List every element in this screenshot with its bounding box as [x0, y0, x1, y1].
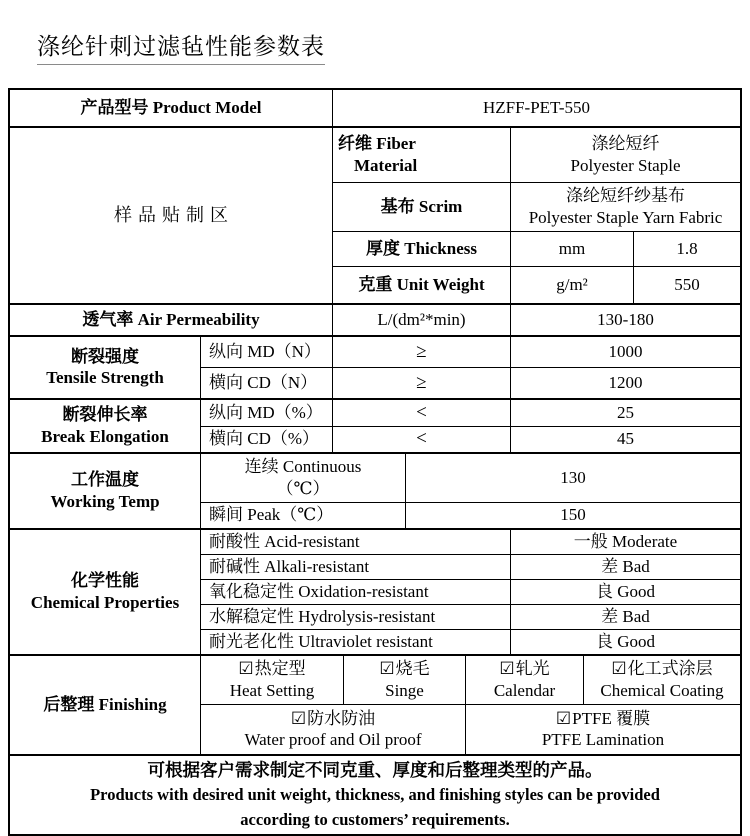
product-model-section — [10, 90, 740, 126]
finishing-option-line1 — [238, 658, 305, 680]
finishing-option-en: Heat Setting — [229, 680, 315, 700]
unit-weight-label: 克重 Unit Weight — [333, 267, 510, 303]
chemical-label-zh: 化学性能 — [71, 571, 139, 591]
finishing-option-line1 — [556, 708, 650, 730]
chemical-properties-header — [10, 530, 200, 654]
thickness-label: 厚度 Thickness — [333, 232, 510, 266]
chemical-row-property: 氧化稳定性 Oxidation-resistant — [201, 580, 510, 604]
chemical-row-rating: 差 Bad — [511, 555, 740, 579]
tensile-cd-condition: ≥ — [333, 368, 510, 398]
elongation-cd-direction: 横向 CD（%） — [201, 427, 332, 452]
elongation-md-value: 25 — [511, 400, 740, 426]
finishing-option-zh: 轧光 — [515, 659, 550, 679]
footer-section — [10, 756, 740, 834]
tensile-cd-value: 1200 — [511, 368, 740, 398]
footer-line-en1: Products with desired unit weight, thickness, and finishing styles can be provided — [90, 785, 660, 805]
tensile-md-value: 1000 — [511, 337, 740, 367]
finishing-option-heat-setting — [201, 656, 343, 704]
fiber-value-en: Polyester Staple — [570, 155, 681, 175]
finishing-option-zh: 化工式涂层 — [627, 659, 713, 679]
tensile-strength-label-zh: 断裂强度 — [71, 346, 139, 366]
working-temp-peak-label: 瞬间 Peak（℃） — [201, 503, 405, 528]
working-temp-header — [10, 454, 200, 528]
footer-line-en2: according to customers’ requirements. — [240, 809, 510, 829]
spec-table — [8, 88, 742, 836]
air-permeability-label: 透气率 Air Permeability — [10, 305, 332, 335]
finishing-option-ptfe — [466, 705, 740, 754]
finishing-option-en: Chemical Coating — [600, 680, 724, 700]
tensile-strength-header — [10, 337, 200, 398]
unit-weight-unit: g/m² — [511, 267, 633, 303]
finishing-option-zh: 热定型 — [254, 659, 306, 679]
continuous-label-line1: 连续 Continuous — [244, 457, 362, 477]
product-model-value: HZFF-PET-550 — [333, 90, 740, 126]
product-model-label: 产品型号 Product Model — [10, 90, 332, 126]
chemical-row-property: 耐碱性 Alkali-resistant — [201, 555, 510, 579]
scrim-value — [511, 183, 740, 231]
finishing-option-calendar — [466, 656, 583, 704]
unit-weight-value: 550 — [634, 267, 740, 303]
working-temp-peak-value: 150 — [406, 503, 740, 528]
thickness-value: 1.8 — [634, 232, 740, 266]
chemical-row-property: 水解稳定性 Hydrolysis-resistant — [201, 605, 510, 629]
scrim-value-en: Polyester Staple Yarn Fabric — [528, 207, 723, 227]
break-elongation-header — [10, 400, 200, 452]
checked-checkbox-icon: ☑ — [499, 659, 515, 679]
finishing-option-line1 — [499, 658, 549, 680]
fiber-value-zh: 涤纶短纤 — [591, 134, 660, 154]
chemical-row-rating: 良 Good — [511, 630, 740, 654]
chemical-row-property: 耐酸性 Acid-resistant — [201, 530, 510, 554]
finishing-option-en: Singe — [385, 680, 424, 700]
checked-checkbox-icon: ☑ — [611, 659, 627, 679]
chemical-row-property: 耐光老化性 Ultraviolet resistant — [201, 630, 510, 654]
checked-checkbox-icon: ☑ — [238, 659, 254, 679]
sample-area-section — [10, 128, 740, 303]
thickness-unit: mm — [511, 232, 633, 266]
fiber-label-line2: Material — [354, 155, 418, 175]
finishing-option-zh: 烧毛 — [395, 659, 430, 679]
working-temp-label-zh: 工作温度 — [71, 470, 139, 490]
fiber-label-line1: 纤维 Fiber — [338, 134, 416, 154]
working-temp-continuous-value: 130 — [406, 454, 740, 502]
working-temp-continuous-label — [201, 454, 405, 502]
chemical-row-rating: 良 Good — [511, 580, 740, 604]
fiber-label — [333, 128, 510, 182]
finishing-option-en: PTFE Lamination — [541, 730, 665, 750]
chemical-row-rating: 差 Bad — [511, 605, 740, 629]
finishing-option-zh: PTFE 覆膜 — [572, 708, 651, 728]
page-title: 涤纶针刺过滤毡性能参数表 — [37, 28, 325, 65]
working-temp-section — [10, 454, 740, 528]
footer-note — [10, 756, 740, 834]
tensile-md-direction: 纵向 MD（N） — [201, 337, 332, 367]
checked-checkbox-icon: ☑ — [379, 659, 395, 679]
finishing-option-line1 — [291, 708, 375, 730]
scrim-label: 基布 Scrim — [333, 183, 510, 231]
break-elongation-label-zh: 断裂伸长率 — [62, 405, 148, 425]
elongation-cd-value: 45 — [511, 427, 740, 452]
finishing-option-zh: 防水防油 — [307, 708, 376, 728]
finishing-header: 后整理 Finishing — [10, 656, 200, 754]
finishing-option-waterproof — [201, 705, 465, 754]
tensile-strength-section — [10, 337, 740, 398]
break-elongation-label-en: Break Elongation — [41, 426, 169, 446]
fiber-value — [511, 128, 740, 182]
break-elongation-section — [10, 400, 740, 452]
checked-checkbox-icon: ☑ — [290, 708, 307, 728]
checked-checkbox-icon: ☑ — [555, 708, 572, 728]
air-permeability-value: 130-180 — [511, 305, 740, 335]
title-bar — [0, 0, 750, 88]
continuous-label-line2: （℃） — [276, 478, 330, 498]
tensile-strength-label-en: Tensile Strength — [46, 368, 164, 388]
tensile-md-condition: ≥ — [333, 337, 510, 367]
working-temp-label-en: Working Temp — [50, 491, 160, 511]
finishing-option-line1 — [379, 658, 429, 680]
air-permeability-section — [10, 305, 740, 335]
finishing-option-en: Water proof and Oil proof — [244, 730, 422, 750]
chemical-properties-section — [10, 530, 740, 654]
sample-area-cell: 样品贴制区 — [10, 128, 332, 303]
air-permeability-unit: L/(dm²*min) — [333, 305, 510, 335]
elongation-md-condition: < — [333, 400, 510, 426]
finishing-option-en: Calendar — [493, 680, 556, 700]
scrim-value-zh: 涤纶短纤纱基布 — [566, 186, 685, 206]
footer-line-zh: 可根据客户需求制定不同克重、厚度和后整理类型的产品。 — [147, 759, 603, 780]
chemical-label-en: Chemical Properties — [30, 592, 180, 612]
elongation-md-direction: 纵向 MD（%） — [201, 400, 332, 426]
chemical-row-rating: 一般 Moderate — [511, 530, 740, 554]
finishing-option-line1 — [611, 658, 712, 680]
finishing-section — [10, 656, 740, 754]
finishing-option-chemical-coating — [584, 656, 740, 704]
finishing-option-singe — [344, 656, 465, 704]
elongation-cd-condition: < — [333, 427, 510, 452]
tensile-cd-direction: 横向 CD（N） — [201, 368, 332, 398]
